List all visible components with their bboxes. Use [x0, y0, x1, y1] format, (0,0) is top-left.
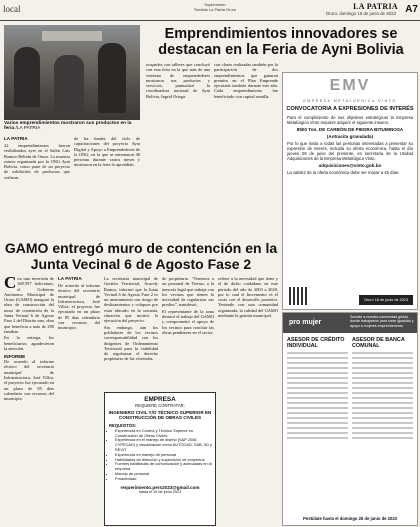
job-deadline: hasta el 19 de junio 2023	[138, 489, 182, 494]
job-subheading: REQUIERE CONTRATAR:	[135, 403, 185, 408]
job-requirement: • Experiencia en el manejo de diseño (S&P 2008, CYPECAD) y visualización como AUTOCAD, SAB, 3D y REVIT	[115, 438, 215, 452]
story2-paragraph: En la entrega, los beneficiarios agradecieron la atención.	[4, 335, 54, 351]
job-requirement: • Experiencia en manejo de personal	[115, 453, 215, 458]
photo-banner-shape	[42, 31, 102, 41]
job-requirements-list	[105, 429, 215, 482]
dropcap: C	[4, 276, 17, 292]
story2-paragraph: on una inversión de 369.597 bolivianos, el Gobierno Autónomo Municipal de Oruro (GAMO) inauguró la obra de construcción del muro de contención de la Junta Vecinal 6 de Agosto Fase 2 del Distrito uno, obra que beneficia a más de 290 familias.	[4, 276, 54, 334]
promujer-col2-body	[352, 352, 413, 439]
story1-column-3	[146, 62, 210, 232]
story1-byline: LA PATRIA	[4, 136, 28, 141]
emv-logo-subtitle: EMPRESA METALÚRGICA VINTO	[303, 99, 397, 103]
photo-caption	[4, 121, 140, 132]
emv-advertisement	[282, 72, 418, 310]
job-requirement: • Habilidades de dirección y supervisión de proyectos	[115, 458, 215, 463]
story1-column-2	[74, 136, 140, 234]
story1-column-1	[4, 136, 70, 234]
story2-paragraph: de propietario. “Tenemos a un personal de Tierras, a la asesoría legal que trabaja con los vecinos que tienen la necesidad de regularizar sus predios”, manifestó.	[162, 276, 214, 308]
emv-email[interactable]: adquisiciones@vinto.gob.bo	[318, 162, 382, 168]
promujer-col2-title: ASESOR DE BANCA COMUNAL	[352, 337, 405, 350]
promujer-columns	[283, 333, 417, 443]
job-requirement: • Manejo de personal	[115, 472, 215, 477]
job-position: INGENIERO CIVIL Y/O TÉCNICO SUPERIOR EN CONSTRUCCIÓN DE OBRAS CIVILES	[108, 410, 212, 421]
section-label: local	[3, 4, 21, 14]
supplement-label	[180, 2, 250, 12]
emv-date-stamp: Oruro 18 de junio de 2023	[359, 295, 413, 305]
story2-paragraph: Sin embargo, aún los pobladores de los vecinos corresponsabilidad con los dirigentes de Ordenamiento Territorial para la viabilidad de regularizar el derecho propietario de las viviendas.	[104, 324, 158, 362]
promujer-footer: Postúlate hasta el domingo 25 de junio de 2023	[302, 516, 397, 521]
story2-paragraph: De acuerdo al informe técnico del secretario municipal de Infraestructura, José Villca, el proyecto fue ejecutado en un plazo de 85 días calendario con recursos del municipio.	[58, 283, 100, 331]
supplement-line-1: Suplemento	[204, 2, 226, 7]
story2-paragraph: La secretaria municipal de Gestión Territorial, Aracely Ramos, informó que la Junta Vecinal 6 de Agosto Fase 2 es un asentamiento con riesgo de deslizamientos y colapsos por estar ubicado en la serranía, situación que motivó la ejecución del proyecto.	[104, 276, 158, 324]
promujer-advertisement	[282, 312, 418, 526]
promujer-col1-title: ASESOR DE CRÉDITO INDIVIDUAL	[287, 337, 345, 350]
story1-paragraph: ocupados con talleres que concluyó con esta feria en la que más de una veintena de emprendedores mostraron sus productos y servicios, puntualizó la coordinadora nacional de Ayni Bolivia, Ingrid Ortega.	[146, 62, 210, 99]
story1-headline: Emprendimientos innovadores se destacan en la Feria de Ayni Bolivia	[158, 26, 404, 58]
job-email[interactable]: requerimiento.pers2023@gmail.com	[120, 484, 200, 490]
emv-ad-title: CONVOCATORIA A EXPRESIONES DE INTERÉS	[286, 106, 414, 112]
photo-person-shape	[98, 43, 126, 113]
job-requirement: • Proactividad	[115, 477, 215, 482]
story2-byline: LA PATRIA	[58, 276, 82, 281]
feria-photo	[4, 25, 140, 120]
job-advertisement	[104, 392, 216, 526]
qr-code-icon	[289, 287, 307, 305]
caption-credit: /LA PATRIA	[15, 126, 41, 132]
story2-column-1b	[58, 276, 100, 524]
supplement-line-2: Tendida La Patria Oruro	[193, 7, 237, 12]
promujer-column-credit	[287, 337, 348, 439]
promujer-column-banca	[352, 337, 413, 439]
promujer-brand: pro mujer	[283, 313, 417, 333]
caption-text: Varios emprendimientos mostraron sus productos en la feria	[4, 121, 132, 132]
page-header	[0, 0, 420, 21]
emv-logo: EMV	[329, 77, 371, 94]
emv-item-sub: (Antracita granulada)	[326, 133, 374, 139]
job-requirements-label: REQUISITOS:	[109, 422, 137, 428]
story1-column-4	[214, 62, 278, 232]
emv-validity: La validez de la oferta económica debe ser mayor a 45 días.	[287, 169, 400, 175]
story2-subhead: INFORME	[4, 354, 26, 360]
story2-paragraph: refiere a la necesidad que tiene y el de dicho ciudadano en este periodo del año de 2003 a 2020, por lo cual el Incremento es el costo con el desarrollo posterior. Teniendo con una comunidad organizada, la calidad del GAMO mediante la gestión municipal.	[218, 276, 278, 319]
photo-person-shape	[14, 47, 40, 107]
emv-item: 8500 Ton. DE CARBÓN DE PIEDRA BITUMINOSA	[296, 126, 404, 132]
story2-column-3	[162, 276, 214, 388]
story2-paragraph: El representante de la zona destacó el trabajo del GAMO y comprometió el apoyo de los vecinos para concluir las obras pendientes en el sector.	[162, 308, 214, 335]
photo-person-shape	[54, 55, 84, 115]
emv-intro: Para el cumplimiento de sus objetivos estratégicos la Empresa Metalúrgica Vinto requiere adquirir el siguiente insumo:	[287, 114, 413, 125]
promujer-intro: Sumate a nuestra comunidad global, donde trabajamos para crear igualdad y apoyo a mujeres emprendedoras.	[350, 315, 414, 328]
story1-paragraph: 22 emprendimientos fueron visibilizados ayer en el Salón Luis Ramiro Beltrán de Oruro. La muestra estuvo organizada por la ONG Ayni Bolivia, como parte de un proyecto de exhibición de productos que realizan.	[4, 143, 70, 180]
page-number: A7	[405, 4, 418, 15]
story2-column-4	[218, 276, 278, 524]
newspaper-brand: LA PATRIA	[353, 2, 398, 11]
story1-paragraph: de las finales del ciclo de capacitaciones del proyecto Ayni Digital y Apoyo a Emprendedores de la ONG, en la que se entrenaron 40 personas durante varios meses y mostraron en la feria lo aprendido.	[74, 136, 140, 168]
story2-column-2	[104, 276, 158, 388]
story1-paragraph: con clases realizadas también por la participación de dos emprendimientos que ganaron premios en el Plan Emprende ejecutado también durante este año. Cada emprendimiento fue beneficiado con capital semilla.	[214, 62, 278, 99]
promujer-col1-body	[287, 352, 348, 439]
story2-headline: GAMO entregó muro de contención en la Junta Vecinal 6 de Agosto Fase 2	[4, 240, 278, 272]
job-requirement: • Experiencia en Control y Técnico Superior en Construcción de Obras Civiles	[115, 429, 215, 439]
job-requirement: • Fuentes habilitadas de comunicación y adecuadas en la empresa	[115, 462, 215, 472]
story2-column-1	[4, 276, 54, 524]
issue-date: Oruro, domingo 18 de junio de 2023	[325, 11, 396, 16]
emv-body: Por lo que invita a todas las personas interesadas a presentar su expresión de interés, incluida su oferta económica, hasta el día jueves 29 de junio del presente, en secretaría de la Unidad Adquisiciones de la Empresa Metalúrgica Vinto.	[287, 140, 413, 161]
story2-paragraph: De acuerdo al informe técnico del secretario municipal de Infraestructura, José Villca, el proyecto fue ejecutado en un plazo de 85 días calendario con recursos del municipio.	[4, 359, 54, 402]
job-heading: EMPRESA	[144, 396, 176, 403]
